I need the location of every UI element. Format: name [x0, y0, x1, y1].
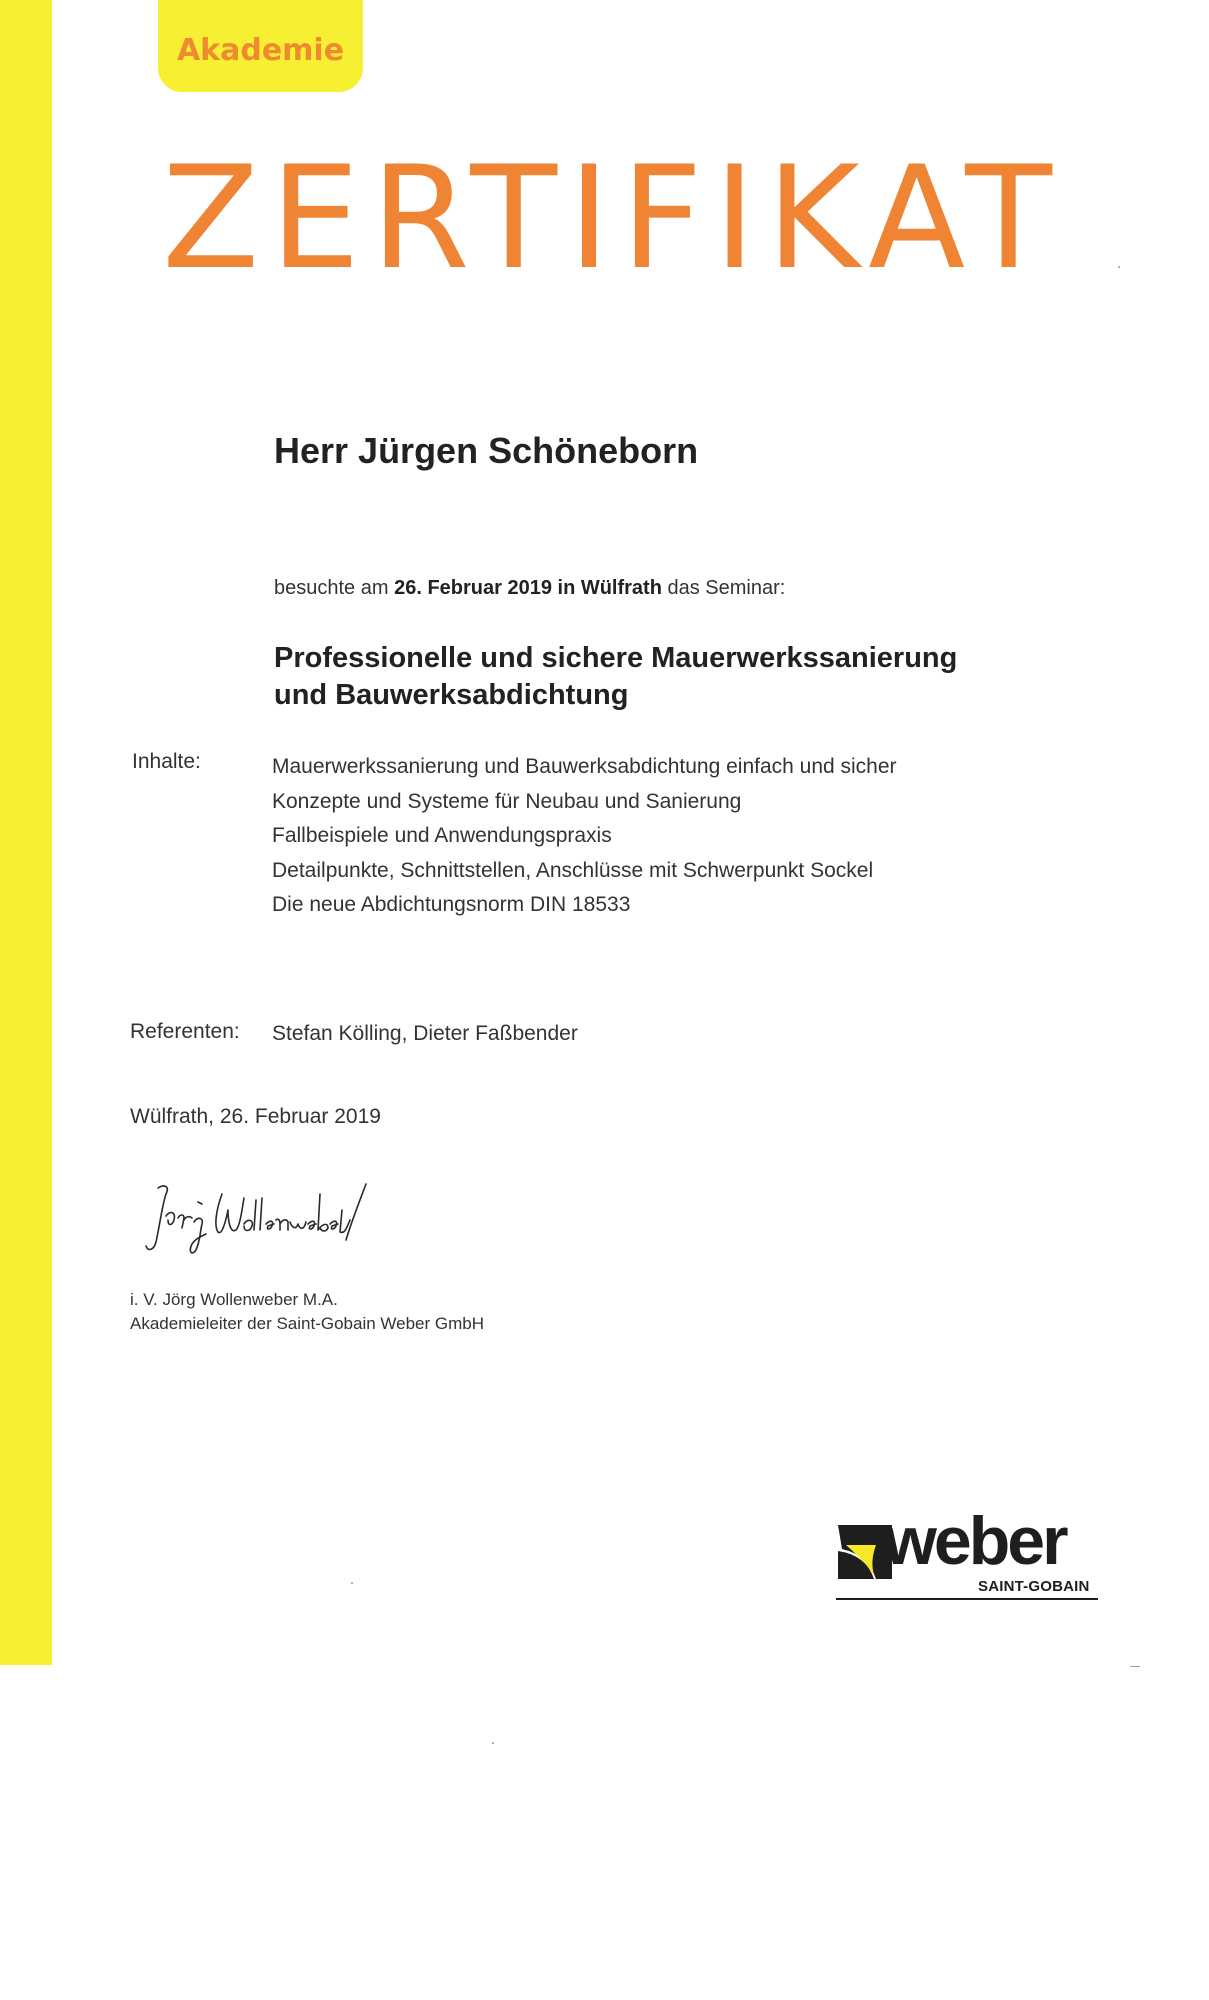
attendance-line: [274, 577, 785, 600]
contents-item: Die neue Abdichtungsnorm DIN 18533: [272, 893, 631, 916]
contents-item: Mauerwerkssanierung und Bauwerksabdichtung einfach und sicher: [272, 755, 897, 778]
speakers-names: Stefan Kölling, Dieter Faßbender: [272, 1022, 578, 1045]
akademie-label: Akademie: [176, 32, 345, 68]
recipient-name: Herr Jürgen Schöneborn: [274, 430, 699, 471]
place-date: Wülfrath, 26. Februar 2019: [130, 1105, 381, 1128]
scan-speck: [492, 1742, 494, 1744]
scan-speck: [351, 1582, 353, 1584]
contents-item: Fallbeispiele und Anwendungspraxis: [272, 824, 612, 847]
signatory-name: i. V. Jörg Wollenweber M.A.: [130, 1290, 338, 1309]
signatory-block: [130, 1288, 484, 1336]
attendance-suffix: das Seminar:: [661, 577, 786, 599]
seminar-title-line: Professionelle und sichere Mauerwerkssanierung: [274, 642, 958, 674]
weber-logo: [836, 1503, 1104, 1605]
attendance-date-place: 26. Februar 2019 in Wülfrath: [394, 577, 662, 599]
logo-underline: [836, 1598, 1098, 1600]
attendance-prefix: besuchte am: [274, 577, 395, 599]
contents-list: [272, 750, 897, 923]
contents-item: Konzepte und Systeme für Neubau und Sanierung: [272, 789, 742, 813]
certificate-title: ZERTIFIKAT: [162, 136, 1063, 301]
logo-word: weber: [884, 1503, 1066, 1579]
akademie-tab: [158, 0, 363, 92]
scan-speck: [1118, 266, 1120, 268]
speakers-label: Referenten:: [130, 1020, 240, 1043]
yellow-side-stripe: [0, 0, 52, 1665]
scan-speck: [1130, 1666, 1140, 1667]
seminar-title: [274, 640, 957, 714]
seminar-title-line: und Bauwerksabdichtung: [274, 679, 629, 711]
logo-subtitle: SAINT-GOBAIN: [978, 1578, 1090, 1595]
signatory-title: Akademieleiter der Saint-Gobain Weber GmbH: [130, 1314, 485, 1333]
contents-label: Inhalte:: [132, 750, 201, 773]
contents-item: Detailpunkte, Schnittstellen, Anschlüsse mit Schwerpunkt Sockel: [272, 858, 874, 882]
signature: [140, 1180, 390, 1260]
